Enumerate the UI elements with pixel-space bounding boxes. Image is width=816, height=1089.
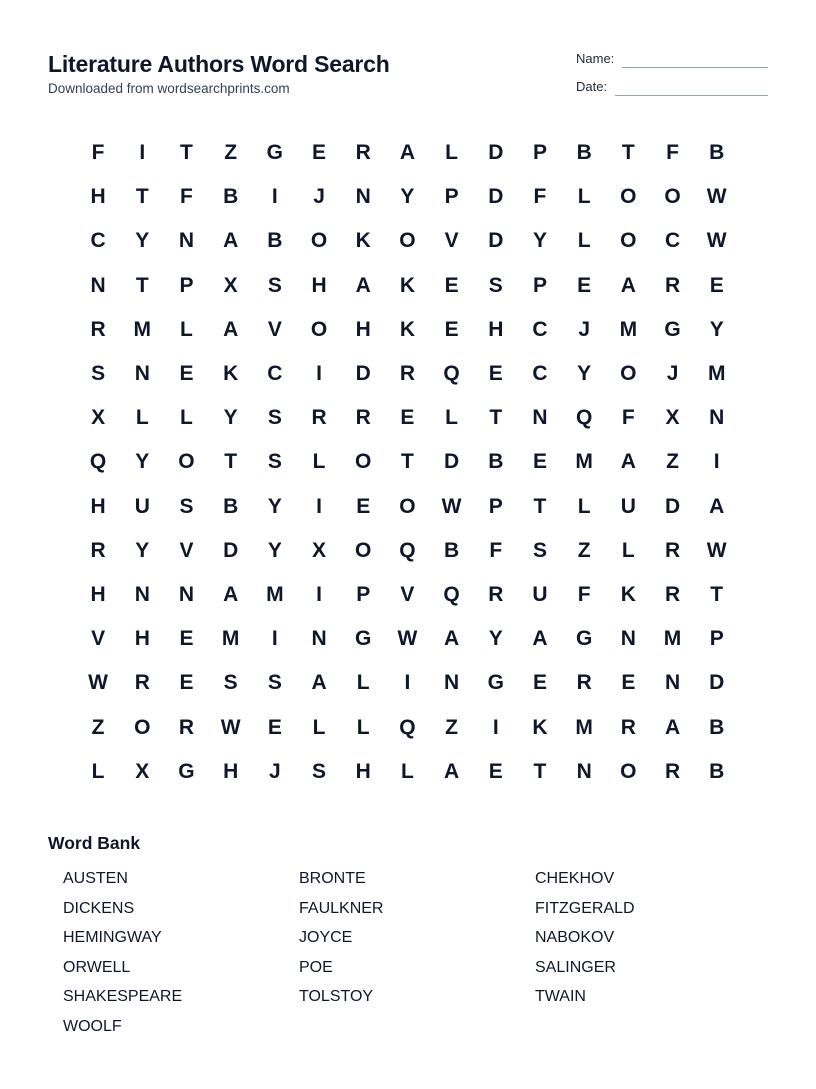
grid-cell[interactable]: G: [178, 759, 195, 783]
grid-cell[interactable]: E: [621, 671, 636, 695]
grid-cell[interactable]: P: [356, 582, 371, 606]
grid-cell[interactable]: R: [664, 273, 681, 297]
grid-cell[interactable]: E: [488, 362, 503, 386]
grid-cell[interactable]: M: [575, 450, 593, 474]
name-label: Name:: [576, 51, 615, 66]
grid-cell[interactable]: F: [577, 582, 591, 606]
grid-cell[interactable]: T: [621, 141, 635, 165]
grid-cell[interactable]: N: [620, 627, 636, 651]
grid-cell[interactable]: M: [133, 317, 152, 341]
grid-cell[interactable]: Y: [488, 627, 503, 651]
grid-cell[interactable]: S: [179, 494, 194, 518]
grid-cell[interactable]: M: [619, 317, 638, 341]
grid-cell[interactable]: A: [223, 582, 239, 606]
grid-cell[interactable]: I: [316, 362, 322, 386]
grid-cell[interactable]: S: [267, 450, 282, 474]
grid-cell[interactable]: M: [707, 362, 726, 386]
grid-cell[interactable]: L: [356, 715, 370, 739]
grid-cell[interactable]: L: [577, 229, 591, 253]
grid-cell[interactable]: T: [710, 582, 724, 606]
page-title: Literature Authors Word Search: [48, 51, 390, 77]
grid-cell[interactable]: E: [179, 671, 194, 695]
grid-cell[interactable]: H: [223, 759, 239, 783]
grid-cell[interactable]: X: [665, 406, 680, 430]
grid-cell[interactable]: N: [90, 273, 106, 297]
date-line: [615, 82, 768, 96]
word-bank-item: TWAIN: [535, 988, 586, 1006]
grid-cell[interactable]: Y: [223, 406, 238, 430]
grid-cell[interactable]: B: [709, 759, 725, 783]
grid-cell[interactable]: R: [355, 406, 371, 430]
source-credit: Downloaded from wordsearchprints.com: [48, 81, 290, 96]
grid-cell[interactable]: B: [223, 494, 239, 518]
grid-cell[interactable]: O: [620, 185, 637, 209]
grid-cell[interactable]: N: [355, 185, 371, 209]
word-bank-item: SHAKESPEARE: [63, 988, 183, 1006]
grid-cell[interactable]: N: [134, 362, 150, 386]
grid-cell[interactable]: F: [91, 141, 105, 165]
grid-cell[interactable]: L: [577, 494, 591, 518]
grid-cell[interactable]: E: [709, 273, 724, 297]
grid-cell[interactable]: K: [532, 715, 548, 739]
grid-cell[interactable]: B: [709, 715, 725, 739]
grid-cell[interactable]: D: [355, 362, 371, 386]
grid-cell[interactable]: S: [267, 406, 282, 430]
grid-cell[interactable]: N: [178, 229, 195, 253]
grid-cell[interactable]: L: [621, 538, 635, 562]
grid-cell[interactable]: I: [316, 582, 322, 606]
grid-cell[interactable]: Q: [443, 362, 460, 386]
grid-cell[interactable]: D: [488, 141, 504, 165]
grid-cell[interactable]: L: [577, 185, 591, 209]
grid-cell[interactable]: I: [139, 141, 146, 165]
grid-cell[interactable]: W: [706, 538, 727, 562]
date-label: Date:: [576, 79, 608, 94]
grid-cell[interactable]: H: [90, 582, 106, 606]
grid-cell[interactable]: N: [576, 759, 592, 783]
grid-cell[interactable]: S: [267, 273, 282, 297]
grid-cell[interactable]: L: [135, 406, 149, 430]
grid-cell[interactable]: O: [399, 229, 416, 253]
grid-cell[interactable]: N: [664, 671, 681, 695]
grid-cell[interactable]: R: [576, 671, 592, 695]
grid-cell[interactable]: O: [134, 715, 151, 739]
grid-cell[interactable]: W: [88, 671, 108, 695]
grid-cell[interactable]: O: [399, 494, 416, 518]
grid-cell[interactable]: E: [267, 715, 282, 739]
name-line: [622, 54, 768, 68]
grid-cell[interactable]: O: [310, 229, 328, 253]
grid-cell[interactable]: A: [223, 317, 239, 341]
grid-cell[interactable]: Z: [666, 450, 679, 474]
grid-cell[interactable]: V: [179, 538, 194, 562]
grid-cell[interactable]: E: [577, 273, 592, 297]
grid-cell[interactable]: S: [223, 671, 238, 695]
grid-cell[interactable]: D: [444, 450, 460, 474]
grid-cell[interactable]: U: [134, 494, 150, 518]
word-bank-item: DICKENS: [63, 899, 135, 917]
grid-cell[interactable]: D: [488, 185, 504, 209]
grid-cell[interactable]: Z: [577, 538, 591, 562]
grid-cell[interactable]: C: [532, 317, 548, 341]
grid-cell[interactable]: N: [709, 406, 725, 430]
grid-cell[interactable]: P: [709, 627, 724, 651]
grid-cell[interactable]: O: [310, 317, 328, 341]
grid-cell[interactable]: A: [444, 759, 460, 783]
grid-cell[interactable]: E: [312, 141, 327, 165]
grid-cell[interactable]: S: [532, 538, 547, 562]
grid-cell[interactable]: S: [267, 671, 282, 695]
grid-cell[interactable]: F: [621, 406, 635, 430]
grid-cell[interactable]: W: [706, 185, 727, 209]
name-date-fields: [576, 48, 768, 104]
word-bank-item: BRONTE: [299, 870, 366, 887]
name-field: [576, 48, 768, 68]
grid-cell[interactable]: T: [400, 450, 414, 474]
word-bank-item: JOYCE: [299, 929, 353, 947]
grid-cell[interactable]: W: [220, 715, 241, 739]
grid-cell[interactable]: N: [444, 671, 460, 695]
grid-cell[interactable]: T: [180, 141, 193, 165]
grid-cell[interactable]: Y: [577, 362, 592, 386]
grid-cell[interactable]: A: [620, 450, 636, 474]
grid-cell[interactable]: O: [620, 759, 637, 783]
grid-cell[interactable]: A: [355, 273, 371, 297]
grid-cell[interactable]: T: [135, 185, 149, 209]
grid-cell[interactable]: R: [664, 538, 681, 562]
grid-cell[interactable]: Y: [267, 494, 282, 518]
grid-cell[interactable]: Q: [443, 582, 460, 606]
grid-cell[interactable]: Q: [575, 406, 593, 430]
grid-cell[interactable]: I: [713, 450, 720, 474]
grid-cell[interactable]: N: [532, 406, 548, 430]
grid-cell[interactable]: L: [312, 715, 326, 739]
grid-cell[interactable]: J: [313, 185, 325, 209]
grid-cell[interactable]: V: [444, 229, 459, 253]
grid-cell[interactable]: P: [532, 273, 547, 297]
grid-cell[interactable]: Y: [135, 450, 150, 474]
grid-cell[interactable]: G: [487, 671, 504, 695]
grid-cell[interactable]: I: [271, 627, 278, 651]
grid-cell[interactable]: O: [178, 450, 195, 474]
grid-cell[interactable]: L: [445, 141, 458, 165]
grid-cell[interactable]: K: [399, 317, 415, 341]
grid-cell[interactable]: E: [179, 627, 194, 651]
word-bank-item: TOLSTOY: [299, 988, 374, 1006]
grid-cell[interactable]: R: [355, 141, 371, 165]
grid-cell[interactable]: H: [90, 494, 106, 518]
grid-cell[interactable]: F: [489, 538, 503, 562]
grid-cell[interactable]: B: [488, 450, 504, 474]
grid-cell[interactable]: Z: [445, 715, 458, 739]
grid-cell[interactable]: H: [355, 317, 371, 341]
grid-cell[interactable]: Y: [267, 538, 282, 562]
grid-cell[interactable]: R: [620, 715, 636, 739]
grid-cell[interactable]: G: [575, 627, 593, 651]
grid-cell[interactable]: Z: [91, 715, 105, 739]
grid-cell[interactable]: R: [399, 362, 415, 386]
grid-cell[interactable]: B: [267, 229, 283, 253]
word-bank-item: NABOKOV: [535, 929, 615, 947]
grid-cell[interactable]: M: [266, 582, 284, 606]
grid-cell[interactable]: E: [444, 273, 459, 297]
grid-cell[interactable]: V: [267, 317, 282, 341]
word-bank-item: POE: [299, 958, 333, 976]
grid-cell[interactable]: P: [444, 185, 459, 209]
grid-cell[interactable]: M: [575, 715, 593, 739]
word-bank-item: CHEKHOV: [535, 870, 615, 887]
grid-cell[interactable]: O: [620, 362, 637, 386]
grid-cell[interactable]: K: [355, 229, 371, 253]
grid-cell[interactable]: E: [179, 362, 194, 386]
grid-cell[interactable]: S: [91, 362, 106, 386]
word-bank: [63, 868, 771, 1046]
grid-cell[interactable]: R: [90, 317, 106, 341]
grid-cell[interactable]: A: [444, 627, 460, 651]
grid-cell[interactable]: S: [488, 273, 503, 297]
grid-cell[interactable]: O: [355, 538, 372, 562]
grid-cell[interactable]: Q: [399, 715, 416, 739]
grid-cell[interactable]: A: [532, 627, 548, 651]
word-bank-item: FITZGERALD: [535, 899, 635, 917]
letter-grid: [76, 131, 739, 794]
grid-cell[interactable]: E: [356, 494, 371, 518]
grid-cell[interactable]: A: [311, 671, 327, 695]
grid-cell[interactable]: X: [223, 273, 238, 297]
grid-cell[interactable]: H: [134, 627, 150, 651]
word-bank-item: SALINGER: [535, 958, 616, 976]
grid-cell[interactable]: Z: [224, 141, 238, 165]
grid-cell[interactable]: L: [180, 406, 193, 430]
grid-cell[interactable]: Y: [532, 229, 547, 253]
grid-cell[interactable]: A: [223, 229, 239, 253]
grid-cell[interactable]: F: [180, 185, 193, 209]
word-bank-item: FAULKNER: [299, 899, 384, 917]
grid-cell[interactable]: M: [221, 627, 240, 651]
grid-cell[interactable]: N: [311, 627, 327, 651]
grid-cell[interactable]: Q: [399, 538, 416, 562]
grid-cell[interactable]: T: [135, 273, 149, 297]
grid-cell[interactable]: R: [311, 406, 327, 430]
grid-cell[interactable]: Y: [400, 185, 415, 209]
grid-cell[interactable]: B: [576, 141, 592, 165]
grid-cell[interactable]: U: [532, 582, 548, 606]
grid-cell[interactable]: C: [90, 229, 106, 253]
word-bank-item: HEMINGWAY: [63, 929, 162, 947]
grid-cell[interactable]: J: [269, 759, 281, 783]
grid-cell[interactable]: X: [135, 759, 150, 783]
grid-cell[interactable]: S: [312, 759, 327, 783]
grid-cell[interactable]: C: [664, 229, 681, 253]
grid-cell[interactable]: K: [620, 582, 636, 606]
grid-cell[interactable]: C: [532, 362, 548, 386]
grid-cell[interactable]: R: [664, 759, 681, 783]
word-bank-item: ORWELL: [63, 958, 131, 976]
grid-cell[interactable]: C: [267, 362, 283, 386]
grid-cell[interactable]: H: [311, 273, 327, 297]
grid-cell[interactable]: P: [488, 494, 503, 518]
grid-cell[interactable]: E: [488, 759, 503, 783]
grid-cell[interactable]: X: [91, 406, 106, 430]
grid-cell[interactable]: T: [533, 494, 547, 518]
grid-cell[interactable]: B: [444, 538, 460, 562]
grid-cell[interactable]: W: [706, 229, 727, 253]
grid-cell[interactable]: P: [179, 273, 194, 297]
grid-cell[interactable]: O: [355, 450, 372, 474]
grid-cell[interactable]: R: [134, 671, 150, 695]
grid-cell[interactable]: R: [664, 582, 681, 606]
grid-cell[interactable]: L: [312, 450, 326, 474]
grid-cell[interactable]: E: [400, 406, 415, 430]
grid-cell[interactable]: P: [532, 141, 547, 165]
grid-cell[interactable]: A: [399, 141, 415, 165]
grid-cell[interactable]: E: [444, 317, 459, 341]
grid-cell[interactable]: L: [356, 671, 370, 695]
grid-cell[interactable]: U: [620, 494, 636, 518]
grid-cell[interactable]: T: [489, 406, 503, 430]
grid-cell[interactable]: M: [663, 627, 682, 651]
grid-cell[interactable]: I: [404, 671, 411, 695]
grid-cell[interactable]: O: [620, 229, 637, 253]
grid-cell[interactable]: I: [492, 715, 499, 739]
grid-cell[interactable]: E: [532, 671, 547, 695]
word-bank-item: AUSTEN: [63, 870, 128, 887]
grid-cell[interactable]: K: [399, 273, 415, 297]
grid-cell[interactable]: N: [134, 582, 150, 606]
grid-cell[interactable]: Y: [709, 317, 724, 341]
grid-cell[interactable]: T: [224, 450, 238, 474]
grid-cell[interactable]: D: [709, 671, 725, 695]
grid-cell[interactable]: B: [709, 141, 725, 165]
grid-cell[interactable]: A: [709, 494, 725, 518]
header: [48, 50, 390, 98]
grid-cell[interactable]: J: [666, 362, 679, 386]
grid-cell[interactable]: W: [441, 494, 462, 518]
grid-cell[interactable]: X: [312, 538, 327, 562]
grid-cell[interactable]: F: [666, 141, 679, 165]
grid-cell[interactable]: R: [488, 582, 504, 606]
grid-cell[interactable]: J: [578, 317, 590, 341]
grid-cell[interactable]: H: [488, 317, 504, 341]
grid-cell[interactable]: N: [178, 582, 195, 606]
grid-cell[interactable]: B: [223, 185, 239, 209]
grid-cell[interactable]: L: [180, 317, 193, 341]
grid-cell[interactable]: G: [664, 317, 681, 341]
grid-cell[interactable]: G: [355, 627, 372, 651]
grid-cell[interactable]: D: [664, 494, 681, 518]
grid-cell[interactable]: A: [620, 273, 636, 297]
grid-cell[interactable]: Y: [135, 229, 150, 253]
grid-cell[interactable]: E: [532, 450, 547, 474]
grid-cell[interactable]: I: [316, 494, 322, 518]
grid-cell[interactable]: G: [266, 141, 284, 165]
grid-cell[interactable]: L: [400, 759, 414, 783]
grid-cell[interactable]: O: [664, 185, 681, 209]
grid-cell[interactable]: V: [400, 582, 415, 606]
grid-cell[interactable]: K: [223, 362, 239, 386]
grid-cell[interactable]: D: [223, 538, 239, 562]
grid-cell[interactable]: F: [533, 185, 547, 209]
grid-cell[interactable]: H: [90, 185, 106, 209]
grid-cell[interactable]: L: [445, 406, 458, 430]
grid-cell[interactable]: I: [271, 185, 278, 209]
grid-cell[interactable]: A: [664, 715, 681, 739]
grid-cell[interactable]: T: [533, 759, 547, 783]
grid-cell[interactable]: H: [355, 759, 371, 783]
grid-cell[interactable]: D: [488, 229, 504, 253]
grid-cell[interactable]: R: [90, 538, 106, 562]
grid-cell[interactable]: R: [178, 715, 195, 739]
grid-cell[interactable]: V: [91, 627, 106, 651]
grid-cell[interactable]: Y: [135, 538, 150, 562]
word-bank-item: WOOLF: [63, 1017, 122, 1035]
grid-cell[interactable]: L: [91, 759, 105, 783]
grid-cell[interactable]: Q: [89, 450, 107, 474]
grid-cell[interactable]: W: [397, 627, 418, 651]
date-field: [576, 76, 768, 96]
word-bank-title: Word Bank: [48, 833, 141, 853]
